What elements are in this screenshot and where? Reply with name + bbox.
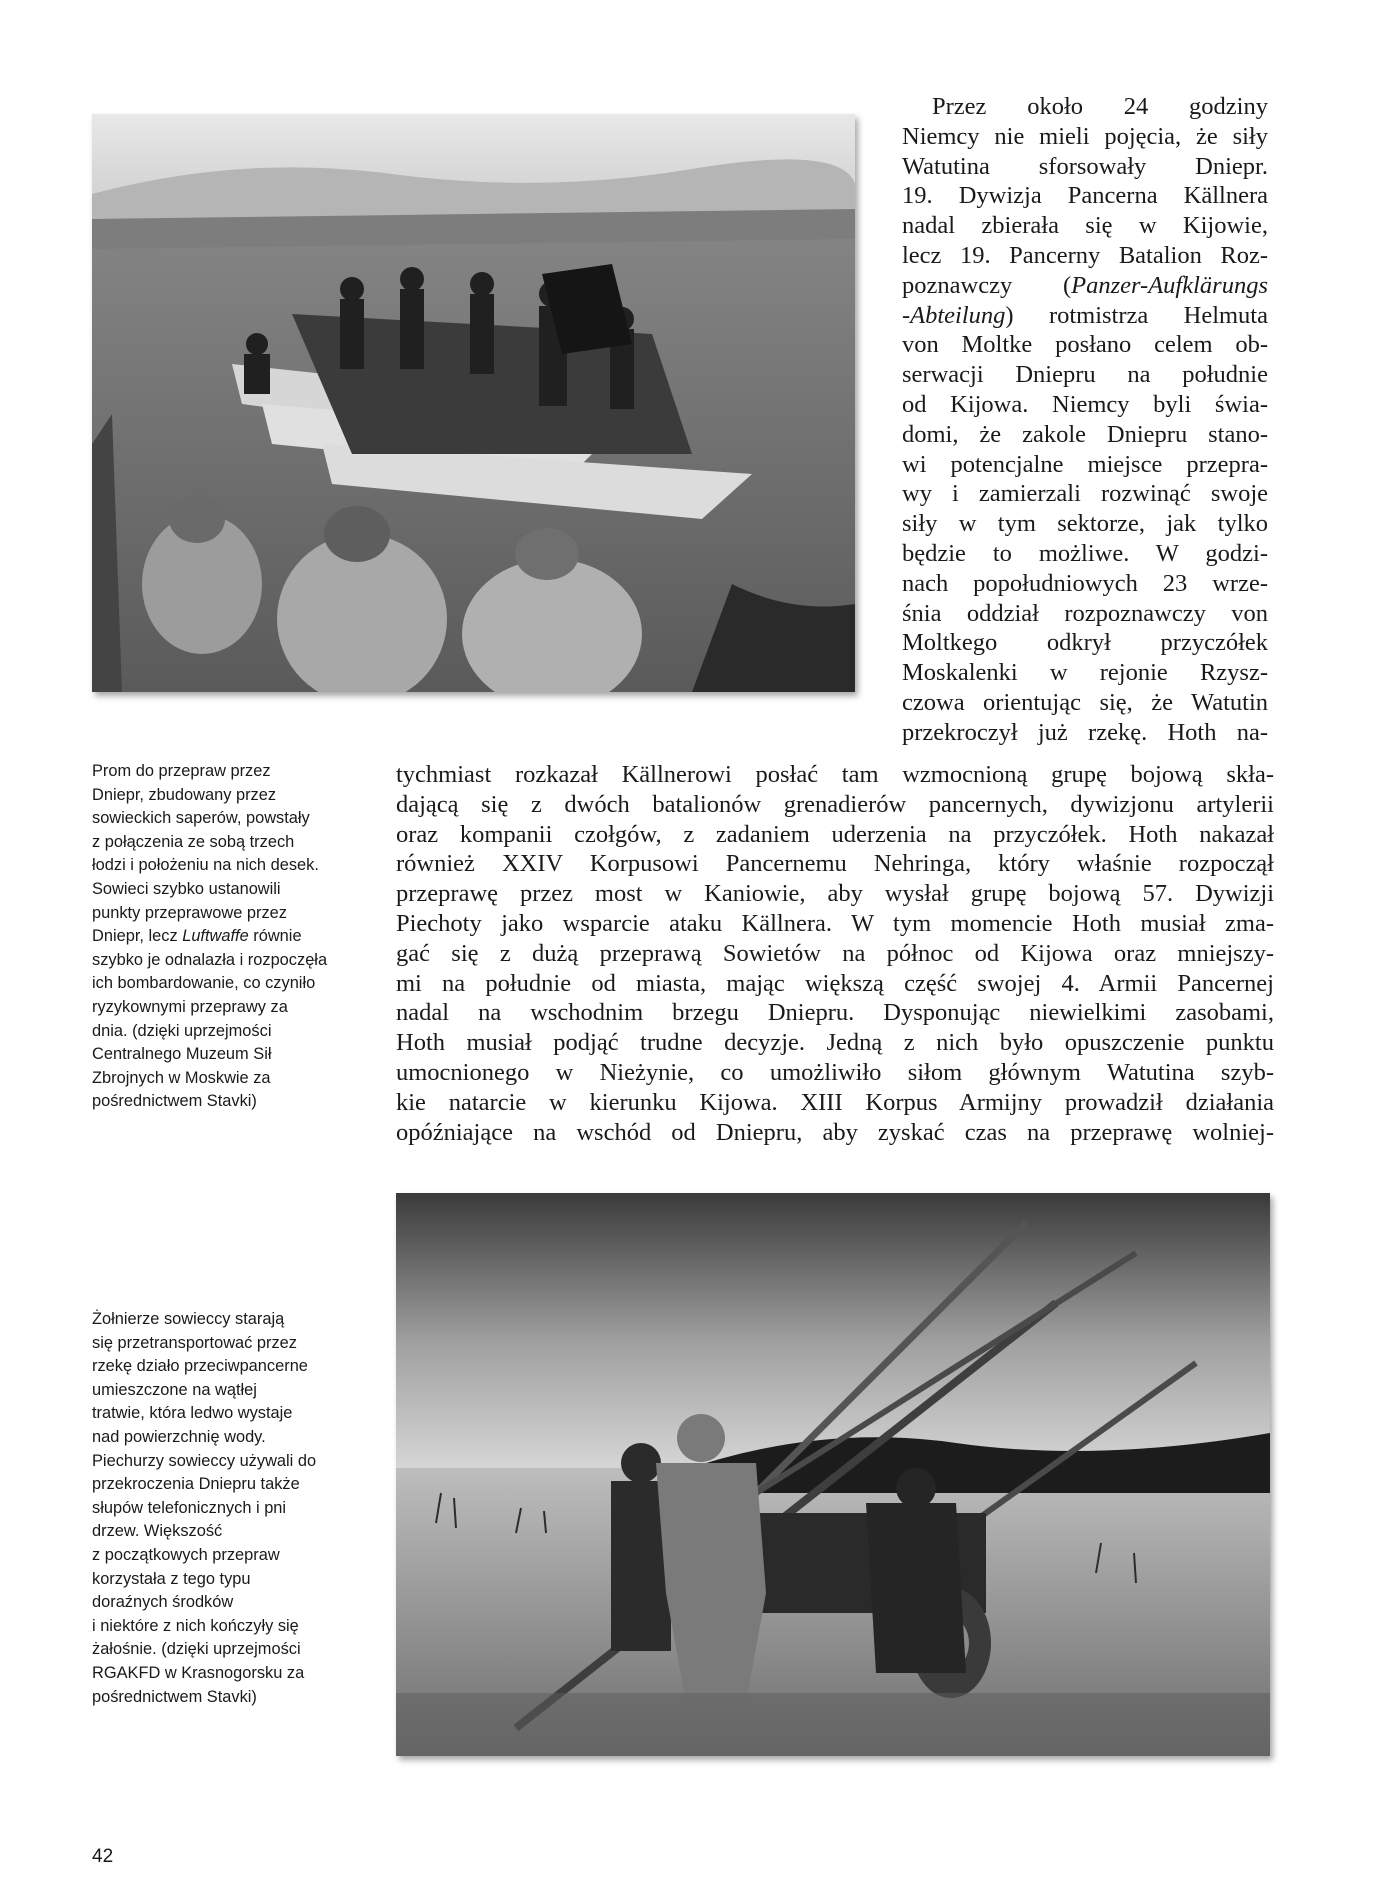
caption-line: pośrednictwem Stavki) <box>92 1687 257 1706</box>
caption-line: żałośnie. (dzięki uprzejmości <box>92 1640 301 1659</box>
text-line: domi, że zakole Dniepru stano- <box>902 420 1268 448</box>
text-line: siły w tym sektorze, jak tylko <box>902 510 1268 538</box>
text-line: dającą się z dwóch batalionów grenadierów pancernych, dywizjonu artylerii <box>396 790 1274 818</box>
caption-line: przekroczenia Dniepru także <box>92 1475 300 1494</box>
page-number: 42 <box>92 1846 114 1867</box>
caption-line: łodzi i położeniu na nich desek. <box>92 856 319 875</box>
body-text-column-top <box>902 92 1268 748</box>
text-line: kie natarcie w kierunku Kijowa. XIII Korpus Armijny prowadził działania <box>396 1088 1274 1116</box>
caption-line: z połączenia ze sobą trzech <box>92 832 295 851</box>
caption-line: drzew. Większość <box>92 1522 223 1541</box>
text-line: będzie to możliwe. W godzi- <box>902 539 1268 567</box>
caption-line: Żołnierze sowieccy starają <box>92 1310 285 1328</box>
text-line: od Kijowa. Niemcy byli świa- <box>902 390 1268 418</box>
text-line: przekroczył już rzekę. Hoth na- <box>902 718 1268 746</box>
text-line: 19. Dywizja Pancerna Källnera <box>902 182 1268 210</box>
text-line: wy i zamierzali rozwinąć swoje <box>902 480 1268 508</box>
text-line: umocnionego w Nieżynie, co umożliwiło siłom głównym Watutina szyb- <box>396 1058 1274 1086</box>
text-line: Moskalenki w rejonie Rzysz- <box>902 659 1268 687</box>
caption-line: Piechurzy sowieccy używali do <box>92 1451 317 1470</box>
photo-antitank-gun-raft <box>396 1193 1270 1756</box>
body-text-column-wide <box>396 760 1274 1147</box>
text-line: -Abteilung) rotmistrza Helmuta <box>902 301 1268 329</box>
caption-line: doraźnych środków <box>92 1593 234 1612</box>
text-line: serwacji Dniepru na południe <box>902 361 1268 389</box>
caption-line: i niektóre z nich kończyły się <box>92 1616 299 1635</box>
text-line: poznawczy (Panzer-Aufklärungs <box>902 271 1268 299</box>
caption-line: tratwie, która ledwo wystaje <box>92 1404 293 1423</box>
caption-line: Dniepr, zbudowany przez <box>92 785 277 804</box>
text-line: opóźniające na wschód od Dniepru, aby zyskać czas na przeprawę wolniej- <box>396 1118 1274 1146</box>
caption-line: Centralnego Muzeum Sił <box>92 1045 272 1064</box>
photo-ferry-crossing <box>92 114 855 692</box>
caption-line: ich bombardowanie, co czyniło <box>92 974 316 993</box>
caption-line: RGAKFD w Krasnogorsku za <box>92 1663 305 1682</box>
caption-line: rzekę działo przeciwpancerne <box>92 1357 308 1376</box>
text-line: oraz kompanii czołgów, z zadaniem uderzenia na przyczółek. Hoth nakazał <box>396 820 1274 848</box>
text-line: Piechoty jako wsparcie ataku Källnera. W tym momencie Hoth musiał zma- <box>396 909 1274 937</box>
text-line: nach popołudniowych 23 wrze- <box>902 569 1268 597</box>
text-line: tychmiast rozkazał Källnerowi posłać tam wzmocnioną grupę bojową skła- <box>396 761 1274 788</box>
caption-line: Dniepr, lecz Luftwaffe równie <box>92 927 302 946</box>
text-line: czowa orientując się, że Watutin <box>902 688 1268 716</box>
text-line: również XXIV Korpusowi Pancernemu Nehringa, który właśnie rozpoczął <box>396 850 1274 878</box>
text-line: wi potencjalne miejsce przepra- <box>902 450 1268 478</box>
text-line: nadal na wschodnim brzegu Dniepru. Dysponując niewielkimi zasobami, <box>396 999 1274 1027</box>
caption-line: pośrednictwem Stavki) <box>92 1092 257 1111</box>
caption-line: nad powierzchnię wody. <box>92 1427 266 1446</box>
text-line: lecz 19. Pancerny Batalion Roz- <box>902 241 1268 269</box>
text-line: przeprawę przez most w Kaniowie, aby wysłał grupę bojową 57. Dywizji <box>396 880 1274 908</box>
photo-caption-raft <box>92 1308 382 1709</box>
caption-line: szybko je odnalazła i rozpoczęła <box>92 950 328 969</box>
text-line: nadal zbierała się w Kijowie, <box>902 212 1268 240</box>
caption-line: Sowieci szybko ustanowili <box>92 879 281 898</box>
caption-line: Prom do przepraw przez <box>92 762 271 780</box>
caption-line: korzystała z tego typu <box>92 1569 251 1588</box>
text-line: gać się z dużą przeprawą Sowietów na północ od Kijowa oraz mniejszy- <box>396 939 1274 967</box>
caption-line: umieszczone na wątłej <box>92 1380 257 1399</box>
text-line: Hoth musiał podjąć trudne decyzje. Jedną z nich było opuszczenie punktu <box>396 1029 1274 1057</box>
text-line: mi na południe od miasta, mając większą część swojej 4. Armii Pancernej <box>396 969 1274 997</box>
text-line: Watutina sforsowały Dniepr. <box>902 152 1268 180</box>
caption-line: ryzykownymi przeprawy za <box>92 997 288 1016</box>
caption-line: sowieckich saperów, powstały <box>92 809 310 828</box>
caption-line: punkty przeprawowe przez <box>92 903 287 922</box>
text-line: Moltkego odkrył przyczółek <box>902 629 1268 657</box>
caption-line: dnia. (dzięki uprzejmości <box>92 1021 272 1040</box>
text-line: Niemcy nie mieli pojęcia, że siły <box>902 122 1268 150</box>
text-line: Przez około 24 godziny <box>932 93 1268 120</box>
caption-line: słupów telefonicznych i pni <box>92 1498 287 1517</box>
caption-line: się przetransportować przez <box>92 1333 297 1352</box>
caption-line: z początkowych przepraw <box>92 1545 280 1564</box>
photo-caption-ferry <box>92 760 382 1114</box>
text-line: śnia oddział rozpoznawczy von <box>902 599 1268 627</box>
text-line: von Moltke posłano celem ob- <box>902 331 1268 359</box>
caption-line: Zbrojnych w Moskwie za <box>92 1068 271 1087</box>
